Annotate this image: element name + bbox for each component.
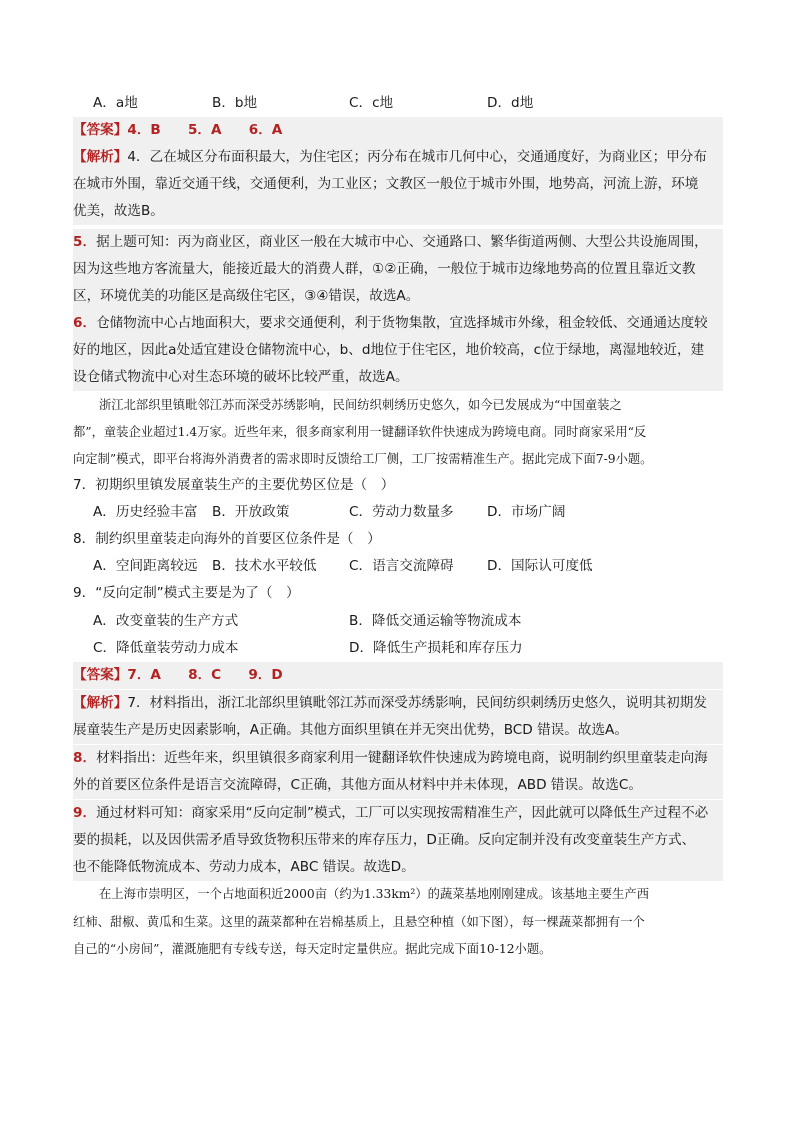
question-number: 6． — [73, 315, 97, 331]
analysis-line — [73, 690, 723, 717]
analysis-line: 因为这些地方客流量大，能接近最大的消费人群，①②正确，一般位于城市边缘地势高的位置且靠近文教 — [73, 256, 723, 283]
question-9-stem: 9．“反向定制”模式主要是为了（ ） — [73, 585, 300, 601]
passage-line: 浙江北部织里镇毗邻江苏而深受苏绣影响，民间纺织刺绣历史悠久，如今已发展成为“中国童装之 — [99, 398, 622, 412]
analysis-line: 要的损耗，以及因供需矛盾导致货物积压带来的库存压力，D正确。反向定制并没有改变童装生产方式、 — [73, 827, 723, 854]
analysis-line: 区，环境优美的功能区是高级住宅区，③④错误，故选A。 — [73, 283, 723, 310]
analysis-line: 6．仓储物流中心占地面积大，要求交通便利，利于货物集散，宜选择城市外缘，租金较低、交通通达度较 — [73, 310, 723, 337]
question-8-stem: 8．制约织里童装走向海外的首要区位条件是（ ） — [73, 531, 381, 547]
analysis-text: 7．材料指出，浙江北部织里镇毗邻江苏而深受苏绣影响，民间纺织刺绣历史悠久，说明其初期发 — [127, 695, 707, 711]
q9-option-b: B．降低交通运输等物流成本 — [349, 613, 522, 629]
q7-option-a: A．历史经验丰富 — [93, 504, 198, 520]
passage-line: 向定制”模式，即平台将海外消费者的需求即时反馈给工厂侧，工厂按需精准生产。据此完成下面7-9小题。 — [73, 452, 653, 466]
q9-option-c: C．降低童装劳动力成本 — [93, 640, 239, 656]
q8-option-a: A．空间距离较远 — [93, 558, 198, 574]
q7-option-b: B．开放政策 — [212, 504, 290, 520]
analysis-line: 在城市外围，靠近交通干线，交通便利，为工业区；文教区一般位于城市外围，地势高，河流上游，环境 — [73, 171, 723, 198]
answer-label: 【答案】 — [73, 667, 128, 683]
question-number: 8． — [73, 750, 97, 766]
question-7-stem: 7．初期织里镇发展童装生产的主要优势区位是（ ） — [73, 477, 395, 493]
q9-option-d: D．降低生产损耗和库存压力 — [349, 640, 523, 656]
question-number: 9． — [73, 805, 97, 821]
q6-option-c: C．c地 — [349, 95, 394, 111]
analysis-label: 【解析】 — [73, 149, 128, 165]
analysis-line: 优美，故选B。 — [73, 198, 723, 225]
analysis-label: 【解析】 — [73, 695, 128, 711]
analysis-line: 设仓储式物流中心对生态环境的破坏比较严重，故选A。 — [73, 364, 723, 391]
q6-option-a: A．a地 — [93, 95, 138, 111]
passage-line: 红柿、甜椒、黄瓜和生菜。这里的蔬菜都种在岩棉基质上，且悬空种植（如下图），每一棵蔬菜都拥有一个 — [73, 915, 645, 929]
q7-option-c: C．劳动力数量多 — [349, 504, 454, 520]
analysis-line: 好的地区，因此a处适宜建设仓储物流中心，b、d地位于住宅区，地价较高，c位于绿地，离湿地较近，建 — [73, 337, 723, 364]
analysis-text: 4．乙在城区分布面积最大，为住宅区；丙分布在城市几何中心，交通通度好，为商业区；甲分布 — [127, 149, 707, 165]
q8-option-b: B．技术水平较低 — [212, 558, 317, 574]
answer-text: 7．A 8．C 9．D — [127, 667, 283, 683]
q9-option-a: A．改变童装的生产方式 — [93, 613, 239, 629]
analysis-line: 9．通过材料可知：商家采用“反向定制”模式，工厂可以实现按需精准生产，因此就可以降低生产过程不必 — [73, 800, 723, 827]
q8-option-c: C．语言交流障碍 — [349, 558, 454, 574]
passage-line: 在上海市崇明区，一个占地面积近2000亩（约为1.33km²）的蔬菜基地刚刚建成。该基地主要生产西 — [99, 887, 649, 901]
answer-7-9 — [73, 662, 723, 689]
analysis-line: 展童装生产是历史因素影响，A正确。其他方面织里镇在并无突出优势，BCD 错误。故选A。 — [73, 717, 723, 744]
analysis-line: 5．据上题可知：丙为商业区，商业区一般在大城市中心、交通路口、繁华街道两侧、大型公共设施周围， — [73, 229, 723, 256]
q6-option-d: D．d地 — [487, 95, 534, 111]
question-number: 5． — [73, 234, 97, 250]
passage-line: 都”，童装企业超过1.4万家。近些年来，很多商家利用一键翻译软件快速成为跨境电商。同时商家采用“反 — [73, 425, 647, 439]
analysis-line: 也不能降低物流成本、劳动力成本，ABC 错误。故选D。 — [73, 854, 723, 881]
answer-text: 4．B 5．A 6．A — [127, 122, 283, 138]
passage-line: 自己的“小房间”，灌溉施肥有专线专送，每天定时定量供应。据此完成下面10-12小题。 — [73, 942, 552, 956]
analysis-line: 外的首要区位条件是语言交流障碍，C正确，其他方面从材料中并未体现，ABD 错误。故选C。 — [73, 772, 723, 799]
analysis-line — [73, 144, 723, 171]
q8-option-d: D．国际认可度低 — [487, 558, 593, 574]
q7-option-d: D．市场广阔 — [487, 504, 566, 520]
answer-label: 【答案】 — [73, 122, 128, 138]
q6-option-b: B．b地 — [212, 95, 258, 111]
analysis-line: 8．材料指出：近些年来，织里镇很多商家利用一键翻译软件快速成为跨境电商，说明制约织里童装走向海 — [73, 745, 723, 772]
answer-4-6 — [73, 117, 723, 144]
